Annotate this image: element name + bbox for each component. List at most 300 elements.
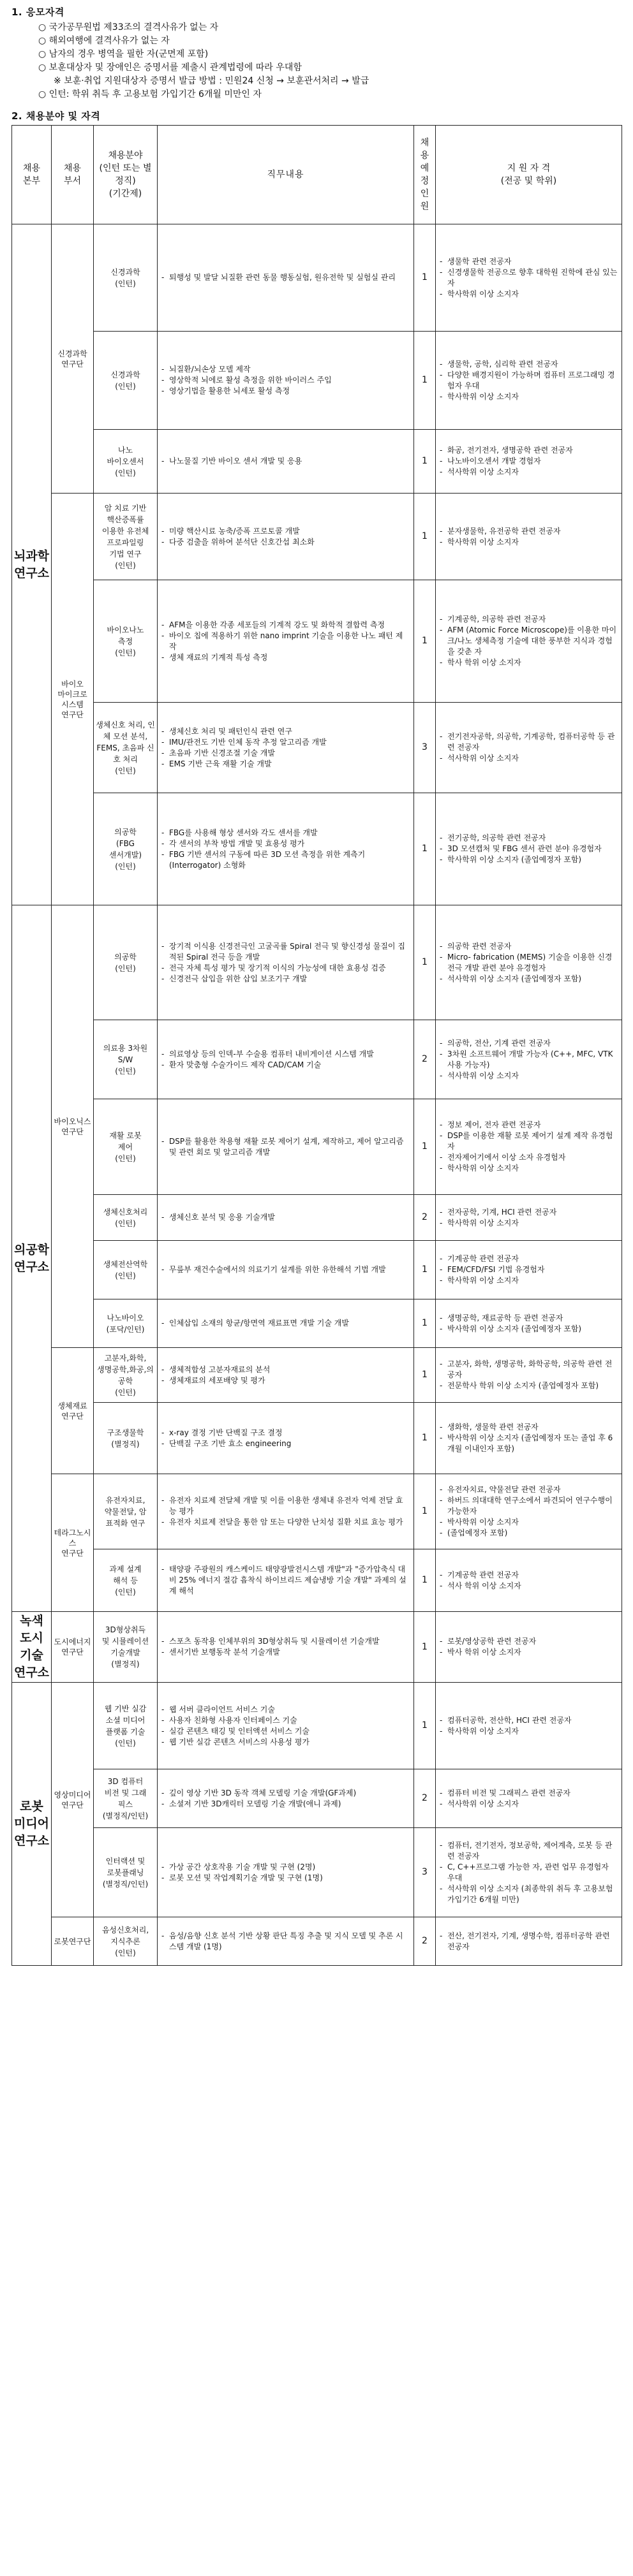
department-cell: 영상미디어 연구단 [52,1683,94,1917]
dash-mark: - [440,446,443,455]
qual-item [440,1422,618,1433]
qual-item [440,1636,618,1647]
dash-mark: - [440,1648,443,1657]
qualification-text: 보훈·취업 지원대상자 증명서 발급 방법 : 민원24 신청 → 보훈관서처리 → 발급 [64,76,369,86]
dash-mark: - [440,1164,443,1173]
duty-item-text: 센서기반 보행동작 분석 기술개발 [169,1648,280,1657]
qualification-item [38,48,622,61]
field-cell: 의공학 (FBG 센서개발) (인턴) [94,793,158,905]
duty-item [161,1564,410,1597]
headcount-cell: 2 [414,1020,436,1099]
table-row [12,793,622,905]
duty-item [161,838,410,849]
qualification-cell [436,1099,622,1195]
dash-mark: - [161,1799,165,1808]
duty-item [161,1788,410,1799]
duty-item-text: 음성/음향 신호 분석 기반 상황 판단 특징 추출 및 지식 모델 및 추론 시스템 개발 (1명) [169,1931,403,1951]
header-headcount: 채 용 예 정 인 원 [414,126,436,224]
duty-item-text: 로봇 모션 및 작업계획기술 개발 및 구현 (1명) [169,1873,323,1882]
duty-item [161,963,410,974]
qual-item-text: 생물학 관련 전공자 [447,256,512,266]
dash-mark: - [440,526,443,536]
dash-mark: - [161,1365,165,1374]
duty-item-text: 유전자 치료제 전달체 개발 및 이를 이용한 생체내 유전자 억제 전달 효능 평가 [169,1496,403,1516]
department-cell: 바이오 마이크로 시스템 연구단 [52,494,94,905]
section2-title: 2. 채용분야 및 자격 [11,110,101,122]
duty-item-text: 생체재료의 세포배양 및 평가 [169,1375,265,1385]
duty-item [161,1049,410,1060]
dash-mark: - [161,1704,165,1714]
duty-cell [158,1299,414,1348]
dash-mark: - [440,1131,443,1140]
headcount-cell: 1 [414,1099,436,1195]
dash-mark: - [161,726,165,736]
field-cell: 유전자치료, 약물전달, 암 표적화 연구 [94,1474,158,1549]
table-row [12,1917,622,1966]
dash-mark: - [161,631,165,640]
qual-item-text: 의공학 관련 전공자 [447,941,512,951]
dash-mark: - [440,833,443,842]
dash-mark: - [161,1862,165,1871]
qual-item [440,614,618,625]
duty-item-text: x-ray 결정 기반 단백질 구조 결정 [169,1428,283,1437]
table-row [12,1020,622,1099]
qualification-list [38,21,622,101]
duty-item-text: 영상기법을 활용한 뇌세포 활성 측정 [169,386,290,395]
headcount-cell: 1 [414,1474,436,1549]
field-cell: 3D 컴퓨터 비전 및 그래 픽스 (별정직/인턴) [94,1769,158,1828]
duty-item-text: 태양광 주광원의 캐스케이드 태양광발전시스템 개발"과 "증가압축식 대비 25% 에너지 절감 흡착식 하이브리드 제습냉방 기술 개발" 과제의 설계 해석 [169,1565,406,1595]
headcount-cell: 2 [414,1769,436,1828]
qual-item-text: Micro- fabrication (MEMS) 기술을 이용한 신경전극 개발 관련 분야 유경험자 [447,952,613,972]
qual-item-text: 학사학위 이상 소지자 [447,289,519,298]
qualification-item [38,34,622,48]
headcount-cell: 1 [414,1549,436,1612]
dash-mark: - [440,1153,443,1162]
qual-item [440,1163,618,1174]
qual-item [440,1131,618,1152]
qual-item-text: (졸업예정자 포함) [447,1528,508,1537]
qual-item-text: 전자공학, 기계, HCI 관련 전공자 [447,1207,557,1217]
dash-mark: - [161,1788,165,1797]
headcount-cell: 1 [414,580,436,703]
bullet-mark: ○ [38,22,47,33]
qual-item [440,1313,618,1324]
field-cell: 암 치료 기반 핵산증폭률 이용한 유전체 프로파일링 기법 연구 (인턴) [94,494,158,580]
qual-item-text: AFM (Atomic Force Microscope)를 이용한 마이크/나노 생체측정 기술에 대한 풍부한 지식과 경험을 갖춘 자 [447,626,617,656]
bullet-mark: ※ [54,76,61,86]
qual-item [440,1380,618,1391]
qual-item [440,1715,618,1726]
duty-item [161,737,410,748]
qualification-cell [436,1241,622,1299]
dash-mark: - [161,365,165,374]
qual-item [440,974,618,984]
qual-item-text: 다양한 배경지원이 가능하며 컴퓨터 프로그래밍 경험자 우대 [447,370,615,390]
duty-item-text: 깊이 영상 기반 3D 동작 객체 모델링 기술 개발(GF과제) [169,1788,357,1797]
table-row [12,1348,622,1403]
duty-item [161,1715,410,1726]
qual-item [440,526,618,537]
qual-item-text: 석사학위 이상 소지자 [447,1071,519,1080]
qualification-cell [436,1549,622,1612]
qualification-text: 국가공무원법 제33조의 결격사유가 없는 자 [48,22,219,33]
qual-item [440,370,618,392]
field-cell: 생체신호처리 (인턴) [94,1195,158,1241]
dash-mark: - [440,1423,443,1431]
dash-mark: - [161,737,165,747]
duty-item-text: 실감 콘텐츠 태깅 및 인터액션 서비스 기술 [169,1726,309,1736]
duty-item [161,759,410,770]
dash-mark: - [440,457,443,465]
duty-item [161,526,410,537]
qual-item-text: 학사학위 이상 소지자 [447,1276,519,1285]
dash-mark: - [161,1375,165,1385]
duty-item [161,1647,410,1658]
headcount-cell: 2 [414,1917,436,1966]
dash-mark: - [161,1648,165,1657]
dash-mark: - [440,267,443,277]
table-row [12,1612,622,1683]
qual-item [440,1207,618,1218]
dash-mark: - [440,1359,443,1368]
duty-item [161,1264,410,1275]
headcount-cell: 1 [414,494,436,580]
dash-mark: - [440,1071,443,1080]
qual-item [440,625,618,657]
table-row [12,332,622,430]
qual-item-text: 하버드 의대대학 연구소에서 파견되어 연구수행이 가능한자 [447,1496,613,1516]
department-cell: 신경과학 연구단 [52,224,94,494]
qual-item-text: 로봇/영상공학 관련 전공자 [447,1637,537,1646]
table-row [12,1683,622,1769]
qual-item [440,1931,618,1952]
qual-item [440,844,618,854]
qual-item-text: 석사학위 이상 소지자 [447,467,519,476]
duty-item-text: FBG 기반 센서의 구동에 따른 3D 모션 측정을 위한 계측기 (Interrogator) 소형화 [169,849,366,870]
duty-item [161,1495,410,1517]
qual-item-text: 전기전자공학, 의공학, 기계공학, 컴퓨터공학 등 관련 전공자 [447,732,615,752]
qualification-cell [436,580,622,703]
qualification-cell [436,1828,622,1917]
duty-item [161,1799,410,1810]
dash-mark: - [440,467,443,476]
dash-mark: - [161,1518,165,1526]
qual-item [440,1862,618,1884]
dash-mark: - [161,963,165,972]
qual-item-text: 박사학위 이상 소지자 [447,1518,519,1526]
dash-mark: - [440,1931,443,1940]
table-row [12,224,622,332]
duty-cell [158,1612,414,1683]
duty-cell [158,1020,414,1099]
duty-item-text: 영상학적 뇌에로 활성 측정을 위한 바이러스 주입 [169,376,332,384]
dash-mark: - [440,1862,443,1871]
duty-cell [158,1241,414,1299]
table-row [12,430,622,494]
recruitment-table [11,125,622,1966]
dash-mark: - [161,273,165,282]
qualification-cell [436,905,622,1020]
qual-item-text: 생물학, 공학, 심리학 관련 전공자 [447,359,558,369]
qual-item-text: 생화학, 생물학 관련 전공자 [447,1423,539,1431]
headcount-cell: 1 [414,1612,436,1683]
qual-item-text: C, C++프로그램 가능한 자, 관련 업무 유경험자 우대 [447,1862,609,1882]
duty-item [161,1873,410,1884]
duty-item-text: 바이오 칩에 적용하기 위한 nano imprint 기술을 이용한 나노 패턴 제작 [169,631,403,651]
dash-mark: - [161,1873,165,1882]
qual-item-text: 고분자, 화학, 생명공학, 화학공학, 의공학 관련 전공자 [447,1359,613,1379]
field-cell: 신경과학 (인턴) [94,224,158,332]
table-row [12,1769,622,1828]
table-row [12,905,622,1020]
qual-item [440,1218,618,1229]
qualification-text: 보훈대상자 및 장애인은 증명서를 제출시 관계법령에 따라 우대함 [48,62,302,73]
headcount-cell: 1 [414,793,436,905]
headcount-cell: 1 [414,430,436,494]
qualification-cell [436,494,622,580]
duty-item [161,1136,410,1158]
header-field: 채용분야 (인턴 또는 별 정직) (기간제) [94,126,158,224]
qual-item [440,753,618,764]
duty-cell [158,224,414,332]
dash-mark: - [440,537,443,546]
field-cell: 재활 로봇 제어 (인턴) [94,1099,158,1195]
dash-mark: - [440,1570,443,1579]
qual-item-text: 생명공학, 재료공학 등 관련 전공자 [447,1313,563,1322]
table-row [12,1828,622,1917]
qual-item [440,1254,618,1264]
qualification-cell [436,1195,622,1241]
dash-mark: - [440,256,443,266]
qual-item-text: 석사학위 이상 소지자 (졸업예정자 포함) [447,974,582,983]
duty-cell [158,1403,414,1474]
duty-item [161,652,410,663]
qual-item [440,256,618,267]
institute-cell: 로봇 미디어 연구소 [12,1683,52,1966]
qual-item [440,1324,618,1335]
duty-item-text: 환자 맞춤형 수술가이드 제작 CAD/CAM 기술 [169,1060,322,1069]
duty-item-text: 단백질 구조 기반 효소 engineering [169,1438,292,1448]
duty-item-text: 생체신호 분석 및 응용 기술개발 [169,1213,275,1222]
qualification-cell [436,1917,622,1966]
duty-item [161,1862,410,1873]
qual-item-text: 학사학위 이상 소지자 [447,1164,519,1173]
field-cell: 과제 설계 해석 등 (인턴) [94,1549,158,1612]
dash-mark: - [440,1485,443,1494]
qual-item-text: 컴퓨터 비전 및 그래픽스 관련 전공자 [447,1788,570,1797]
duty-item [161,620,410,631]
qual-item-text: 분자생물학, 유전공학 관련 전공자 [447,526,561,536]
duty-cell [158,905,414,1020]
qual-item [440,1528,618,1539]
qualification-cell [436,1020,622,1099]
dash-mark: - [161,1136,165,1146]
dash-mark: - [440,658,443,667]
headcount-cell: 1 [414,1683,436,1769]
qualification-cell [436,1612,622,1683]
qualification-cell [436,430,622,494]
dash-mark: - [440,1528,443,1537]
table-row [12,494,622,580]
qual-item-text: 박사학위 이상 소지자 (졸업예정자 포함) [447,1324,582,1333]
dash-mark: - [440,392,443,401]
duty-item [161,1428,410,1438]
section1-title: 1. 응모자격 [11,6,64,18]
dash-mark: - [440,1120,443,1129]
dash-mark: - [440,1049,443,1058]
duty-item-text: 각 센서의 부착 방법 개발 및 효용성 평가 [169,838,305,848]
dash-mark: - [161,1060,165,1069]
headcount-cell: 3 [414,1828,436,1917]
dash-mark: - [440,1637,443,1646]
qual-item-text: 박사 학위 이상 소지자 [447,1648,521,1657]
dash-mark: - [440,1265,443,1274]
field-cell: 음성신호처리, 지식추론 (인턴) [94,1917,158,1966]
qual-item [440,1788,618,1799]
dash-mark: - [440,1799,443,1808]
dash-mark: - [440,1313,443,1322]
field-cell: 3D형상취득 및 시뮬레이션 기술개발 (별정직) [94,1612,158,1683]
duty-item [161,631,410,652]
duty-item-text: EMS 기반 근육 재활 기술 개발 [169,759,272,768]
qual-item [440,1264,618,1275]
dash-mark: - [440,1218,443,1227]
duty-item [161,1517,410,1528]
dash-mark: - [440,1207,443,1217]
field-cell: 의공학 (인턴) [94,905,158,1020]
headcount-cell: 1 [414,1241,436,1299]
dash-mark: - [161,828,165,837]
dash-mark: - [440,1276,443,1285]
dash-mark: - [161,1428,165,1437]
dash-mark: - [440,1581,443,1590]
qual-item-text: 나노바이오센서 개발 경험자 [447,457,541,465]
dash-mark: - [440,1254,443,1263]
qual-item-text: 컴퓨터, 전기전자, 정보공학, 제어계측, 로봇 등 관련 전공자 [447,1840,613,1861]
field-cell: 고분자,화학, 생명공학,화공,의공학 (인턴) [94,1348,158,1403]
qualification-cell [436,224,622,332]
qual-item [440,456,618,467]
dash-mark: - [161,759,165,768]
header-qualification: 지 원 자 격 (전공 및 학위) [436,126,622,224]
qual-item-text: 학사학위 이상 소지자 (졸업예정자 포함) [447,855,582,864]
duty-item [161,364,410,375]
field-cell: 웹 기반 실감 소셜 미디어 플랫폼 기술 (인턴) [94,1683,158,1769]
department-cell: 바이오닉스 연구단 [52,905,94,1348]
qual-item [440,1840,618,1862]
dash-mark: - [440,855,443,864]
headcount-cell: 1 [414,224,436,332]
dash-mark: - [440,626,443,634]
duty-item [161,1375,410,1386]
headcount-cell: 1 [414,1348,436,1403]
duty-item-text: 웹 서버 클라이언트 서비스 기술 [169,1704,275,1714]
qual-item [440,1884,618,1905]
duty-item-text: 생체 재료의 기계적 특성 측정 [169,652,268,662]
qual-item-text: 전문학사 학위 이상 소지자 (졸업예정자 포함) [447,1381,599,1390]
dash-mark: - [161,386,165,395]
bullet-mark: ○ [38,62,47,73]
qualification-text: 해외여행에 결격사유가 없는 자 [48,36,170,46]
duty-cell [158,1828,414,1917]
duty-cell [158,580,414,703]
qual-item-text: 학사학위 이상 소지자 [447,1218,519,1227]
qual-item [440,1484,618,1495]
header-department: 채용 부서 [52,126,94,224]
duty-item-text: 사용자 친화형 사용자 인터페이스 기술 [169,1715,297,1725]
dash-mark: - [161,941,165,951]
field-cell: 생체전산역학 (인턴) [94,1241,158,1299]
duty-item-text: FBG를 사용해 형상 센서와 각도 센서를 개발 [169,828,318,837]
duty-item-text: 초음파 기반 신경조절 기술 개발 [169,748,275,757]
dash-mark: - [440,1518,443,1526]
qual-item [440,289,618,300]
dash-mark: - [440,1324,443,1333]
duty-item-text: 유전자 치료제 전달을 통한 암 또는 다양한 난치성 질환 치료 효능 평가 [169,1518,403,1526]
duty-item-text: 전극 자체 특성 평가 및 장기적 이식의 가능성에 대한 효용성 검증 [169,963,386,972]
qual-item-text: 전기공학, 의공학 관련 전공자 [447,833,546,842]
headcount-cell: 3 [414,703,436,793]
duty-item [161,1060,410,1071]
qual-item-text: 석사학위 이상 소지자 [447,1799,519,1808]
dash-mark: - [440,1038,443,1048]
duty-cell [158,1348,414,1403]
dash-mark: - [161,748,165,757]
dash-mark: - [440,1726,443,1736]
qual-item-text: 학사학위 이상 소지자 [447,537,519,546]
department-cell: 테라그노시스 연구단 [52,1474,94,1612]
dash-mark: - [161,1049,165,1058]
dash-mark: - [161,1565,165,1574]
qualification-item [38,21,622,34]
duty-item-text: 가상 공간 상호작용 기술 개발 및 구현 (2명) [169,1862,316,1871]
duty-item [161,1704,410,1715]
qualification-text: 인턴: 학위 취득 후 고용보험 가입기간 6개월 미만인 자 [48,89,262,99]
duty-item [161,537,410,548]
headcount-cell: 2 [414,1195,436,1241]
qual-item [440,359,618,370]
duty-item [161,1737,410,1748]
headcount-cell: 1 [414,332,436,430]
qual-item [440,1049,618,1071]
duty-item [161,1636,410,1647]
qualification-cell [436,1474,622,1549]
department-cell: 도시에너지 연구단 [52,1612,94,1683]
header-duty: 직무내용 [158,126,414,224]
field-cell: 바이오나노 측정 (인턴) [94,580,158,703]
dash-mark: - [161,457,165,465]
qual-item-text: 학사 학위 이상 소지자 [447,658,521,667]
dash-mark: - [161,1637,165,1646]
dash-mark: - [440,1788,443,1797]
qual-item [440,267,618,289]
qual-item-text: 신경생물학 전공으로 향후 대학원 진학에 관심 있는 자 [447,267,618,288]
qual-item-text: 학사학위 이상 소지자 [447,392,519,401]
qual-item [440,833,618,844]
dash-mark: - [161,838,165,848]
dash-mark: - [161,1496,165,1505]
qual-item-text: 3D 모션캡처 및 FBG 센서 관련 분야 유경험자 [447,844,602,853]
duty-item-text: 나노물질 기반 바이오 센서 개발 및 응용 [169,457,302,465]
duty-item-text: 생체신호 처리 및 패턴인식 관련 연구 [169,726,292,736]
qual-item [440,1495,618,1517]
qual-item-text: 전산, 전기전자, 기계, 생명수학, 컴퓨터공학 관련 전공자 [447,1931,610,1951]
qual-item-text: FEM/CFD/FSI 기법 유경험자 [447,1265,545,1274]
duty-cell [158,1917,414,1966]
qual-item [440,1647,618,1658]
qual-item-text: 기계공학, 의공학 관련 전공자 [447,615,546,624]
